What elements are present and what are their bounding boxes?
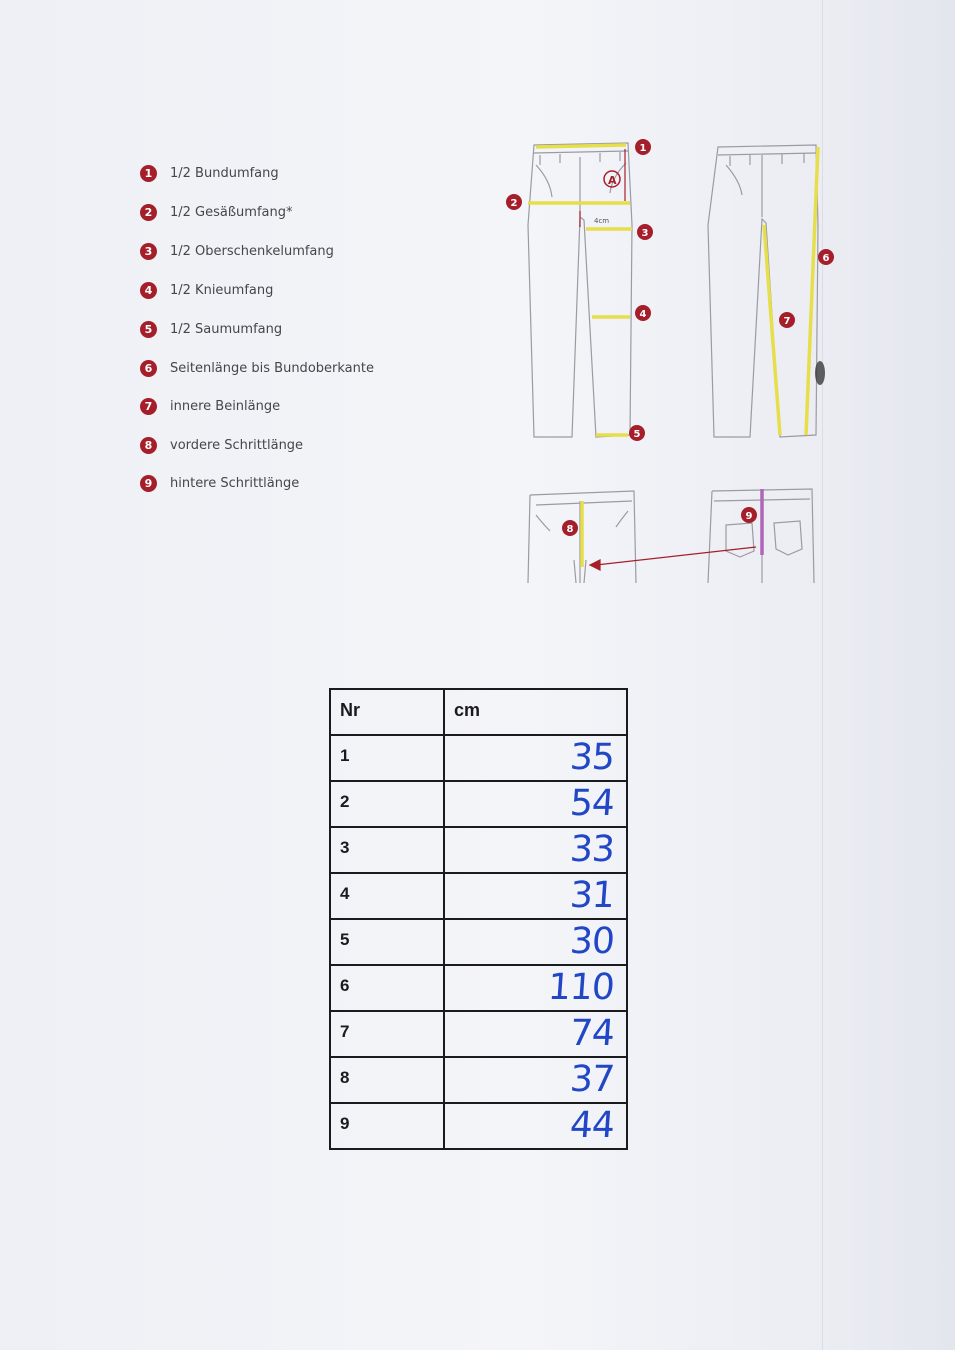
handwritten-value: 35 <box>568 737 616 778</box>
marker-a-text: A <box>608 174 617 187</box>
table-row <box>330 735 627 781</box>
handwritten-value: 33 <box>568 829 616 870</box>
number-badge-icon: 9 <box>140 475 157 492</box>
row-value-cell <box>444 827 627 873</box>
legend-label: innere Beinlänge <box>170 398 281 414</box>
svg-text:8: 8 <box>566 524 574 535</box>
marker-5-icon <box>629 425 645 441</box>
row-value-cell <box>444 781 627 827</box>
row-number: 2 <box>330 781 444 827</box>
legend-item <box>140 279 470 301</box>
legend-label: hintere Schrittlänge <box>170 475 300 491</box>
measurement-table <box>329 688 628 1150</box>
table-row <box>330 827 627 873</box>
table-row <box>330 919 627 965</box>
svg-text:7: 7 <box>783 316 791 327</box>
number-badge-icon: 2 <box>140 204 157 221</box>
legend-label: 1/2 Oberschenkelumfang <box>170 243 334 259</box>
row-number: 6 <box>330 965 444 1011</box>
handwritten-value: 110 <box>546 967 616 1008</box>
handwritten-value: 37 <box>568 1059 616 1100</box>
legend-item <box>140 240 470 262</box>
marker-9-icon <box>741 507 757 523</box>
note-4cm: 4cm <box>594 217 610 225</box>
row-number: 9 <box>330 1103 444 1149</box>
svg-text:6: 6 <box>822 253 830 264</box>
number-badge-icon: 1 <box>140 165 157 182</box>
row-number: 4 <box>330 873 444 919</box>
legend-item <box>140 395 470 417</box>
handwritten-value: 30 <box>568 921 616 962</box>
legend-label: 1/2 Gesäßumfang* <box>170 204 293 220</box>
row-value-cell <box>444 965 627 1011</box>
table-row <box>330 1057 627 1103</box>
svg-text:9: 9 <box>745 511 753 522</box>
legend-item <box>140 318 470 340</box>
legend-label: 1/2 Saumumfang <box>170 321 283 337</box>
row-number: 1 <box>330 735 444 781</box>
inseam-line <box>764 225 780 435</box>
legend-label: 1/2 Knieumfang <box>170 282 274 298</box>
rise-arrow <box>596 547 756 565</box>
number-badge-icon: 8 <box>140 437 157 454</box>
header-cm: cm <box>444 689 627 735</box>
table-row <box>330 781 627 827</box>
svg-text:5: 5 <box>633 429 641 440</box>
row-value-cell <box>444 873 627 919</box>
row-value-cell <box>444 1011 627 1057</box>
svg-text:4: 4 <box>639 309 647 320</box>
marker-2-icon <box>506 194 522 210</box>
table-header-row <box>330 689 627 735</box>
back-jeans-outline <box>708 145 818 437</box>
number-badge-icon: 5 <box>140 321 157 338</box>
marker-7-icon <box>779 312 795 328</box>
marker-3-icon <box>637 224 653 240</box>
table-row <box>330 965 627 1011</box>
number-badge-icon: 7 <box>140 398 157 415</box>
marker-4-icon <box>635 305 651 321</box>
row-number: 5 <box>330 919 444 965</box>
svg-text:2: 2 <box>510 198 518 209</box>
number-badge-icon: 3 <box>140 243 157 260</box>
handwritten-value: 31 <box>568 875 616 916</box>
legend-item <box>140 201 470 223</box>
legend-item <box>140 162 470 184</box>
waist-line <box>536 145 626 147</box>
legend-label: vordere Schrittlänge <box>170 437 304 453</box>
legend-item <box>140 472 470 494</box>
table-row <box>330 1103 627 1149</box>
handwritten-value: 54 <box>568 783 616 824</box>
handwritten-value: 74 <box>568 1013 616 1054</box>
row-value-cell <box>444 735 627 781</box>
row-value-cell <box>444 1057 627 1103</box>
row-value-cell <box>444 1103 627 1149</box>
ink-smudge <box>815 361 825 385</box>
row-number: 7 <box>330 1011 444 1057</box>
svg-text:1: 1 <box>639 143 647 154</box>
header-nr: Nr <box>330 689 444 735</box>
table-row <box>330 873 627 919</box>
marker-6-icon <box>818 249 834 265</box>
svg-text:3: 3 <box>641 228 649 239</box>
arrowhead-icon <box>590 560 600 570</box>
legend-label: Seitenlänge bis Bundoberkante <box>170 360 374 376</box>
row-value-cell <box>444 919 627 965</box>
jeans-measurement-diagram <box>500 105 840 595</box>
number-badge-icon: 6 <box>140 360 157 377</box>
row-number: 8 <box>330 1057 444 1103</box>
number-badge-icon: 4 <box>140 282 157 299</box>
row-number: 3 <box>330 827 444 873</box>
legend-label: 1/2 Bundumfang <box>170 165 279 181</box>
handwritten-value: 44 <box>568 1105 616 1146</box>
table-row <box>330 1011 627 1057</box>
legend-item <box>140 357 470 379</box>
marker-1-icon <box>635 139 651 155</box>
legend-item <box>140 434 470 456</box>
marker-8-icon <box>562 520 578 536</box>
